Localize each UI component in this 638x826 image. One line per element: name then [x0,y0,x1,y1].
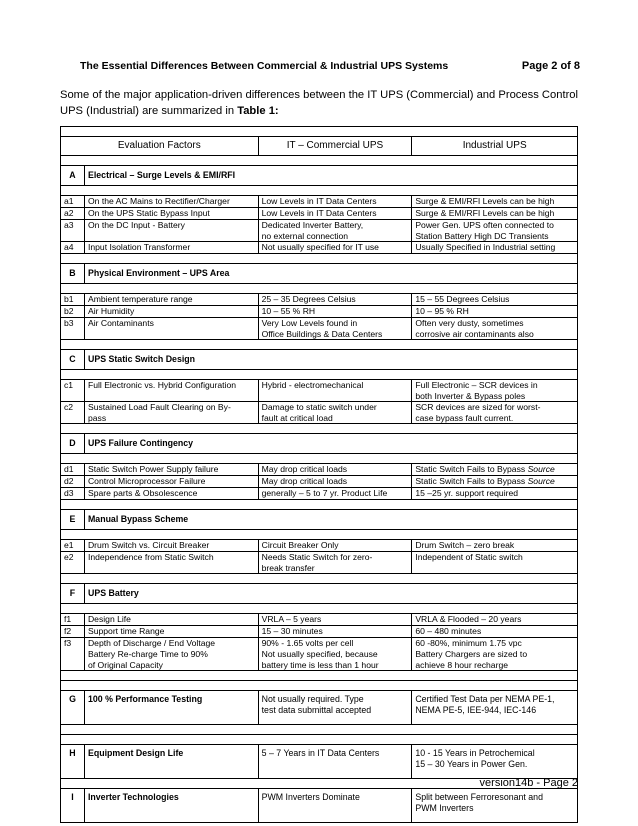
row-id: f1 [61,614,85,626]
row-it-value: 15 – 30 minutes [258,626,412,638]
row-factor: Depth of Discharge / End Voltage [84,638,258,650]
row-factor: Static Switch Power Supply failure [84,464,258,476]
section-id: I [61,789,85,823]
row-industrial-value: Static Switch Fails to Bypass Source [412,476,578,488]
table-row [61,649,578,671]
row-factor: On the DC Input - Battery [84,220,258,242]
row-it-value: Dedicated Inverter Battery, no external connection [258,220,412,242]
section-it-value: Not usually required. Type test data submittal accepted [258,691,412,725]
row-id: a1 [61,196,85,208]
header-industrial: Industrial UPS [412,137,578,156]
spacer-cell [61,254,578,264]
spacer-cell [61,284,578,294]
spacer-cell [61,671,578,681]
spacer-cell [61,127,578,137]
row-industrial-value: SCR devices are sized for worst- case bypass fault current. [412,402,578,424]
spacer-row [61,127,578,137]
row-id: a4 [61,242,85,254]
spacer-cell [61,156,578,166]
spacer-cell [61,725,578,735]
row-id: c2 [61,402,85,424]
row-industrial-value: Power Gen. UPS often connected to Station Battery High DC Transients [412,220,578,242]
section-id: D [61,434,85,454]
emphasis: Source [527,476,555,486]
header-it-commercial: IT – Commercial UPS [258,137,412,156]
section-title: Physical Environment – UPS Area [84,264,577,284]
spacer-cell [61,574,578,584]
row-id: b3 [61,318,85,340]
spacer-row [61,186,578,196]
row-id: f3 [61,638,85,650]
table-row [61,540,578,552]
table-row [61,638,578,650]
row-factor: Air Contaminants [84,318,258,340]
row-factor: Control Microprocessor Failure [84,476,258,488]
table-row [61,626,578,638]
table-row [61,220,578,242]
spacer-cell [61,681,578,691]
table-header-row [61,137,578,156]
spacer-row [61,681,578,691]
section-title: Electrical – Surge Levels & EMI/RFI [84,166,577,186]
section-title: 100 % Performance Testing [84,691,258,725]
spacer-row [61,340,578,350]
section-id: A [61,166,85,186]
header-evaluation-factors: Evaluation Factors [61,137,259,156]
section-title: UPS Static Switch Design [84,350,577,370]
section-industrial-value: Certified Test Data per NEMA PE-1, NEMA PE-5, IEE-944, IEC-146 [412,691,578,725]
table-reference: Table 1: [237,105,279,117]
row-it-value: Low Levels in IT Data Centers [258,208,412,220]
spacer-cell [61,370,578,380]
row-industrial-value: Often very dusty, sometimes corrosive air contaminants also [412,318,578,340]
row-it-value: 25 – 35 Degrees Celsius [258,294,412,306]
row-factor: On the AC Mains to Rectifier/Charger [84,196,258,208]
section-title: UPS Battery [84,584,577,604]
comparison-table [60,126,578,823]
row-factor: On the UPS Static Bypass Input [84,208,258,220]
spacer-row [61,424,578,434]
row-factor: Air Humidity [84,306,258,318]
spacer-cell [61,500,578,510]
row-factor: Ambient temperature range [84,294,258,306]
row-it-value: Not usually specified, because battery time is less than 1 hour [258,649,412,671]
row-industrial-value: Static Switch Fails to Bypass Source [412,464,578,476]
table-row [61,196,578,208]
spacer-cell [61,424,578,434]
spacer-row [61,500,578,510]
spacer-cell [61,186,578,196]
row-id: a3 [61,220,85,242]
row-industrial-value: 60 – 480 minutes [412,626,578,638]
table-row [61,614,578,626]
section-row [61,264,578,284]
section-id: C [61,350,85,370]
table-row [61,552,578,574]
spacer-row [61,156,578,166]
row-industrial-value: Surge & EMI/RFI Levels can be high [412,196,578,208]
page-number: Page 2 of 8 [521,60,580,72]
page-footer: version14b - Page 2 [479,777,578,789]
spacer-cell [61,604,578,614]
row-factor: Sustained Load Fault Clearing on By- pass [84,402,258,424]
table-row [61,476,578,488]
row-industrial-value: 60 -80%, minimum 1.75 vpc [412,638,578,650]
row-id: d1 [61,464,85,476]
section-it-value: 5 – 7 Years in IT Data Centers [258,745,412,779]
section-id: E [61,510,85,530]
section-industrial-value: Split between Ferroresonant and PWM Inverters [412,789,578,823]
spacer-row [61,370,578,380]
section-row [61,350,578,370]
section-it-value: PWM Inverters Dominate [258,789,412,823]
row-it-value: Needs Static Switch for zero- break transfer [258,552,412,574]
row-it-value: Not usually specified for IT use [258,242,412,254]
row-factor: Battery Re-charge Time to 90% of Original Capacity [84,649,258,671]
row-it-value: Low Levels in IT Data Centers [258,196,412,208]
row-it-value: Damage to static switch under fault at critical load [258,402,412,424]
table-row [61,488,578,500]
spacer-row [61,254,578,264]
spacer-cell [61,340,578,350]
spacer-row [61,604,578,614]
row-industrial-value: Battery Chargers are sized to achieve 8 hour recharge [412,649,578,671]
row-id: c1 [61,380,85,402]
row-it-value: Hybrid - electromechanical [258,380,412,402]
section-row [61,510,578,530]
spacer-row [61,735,578,745]
row-it-value: Circuit Breaker Only [258,540,412,552]
row-factor: Spare parts & Obsolescence [84,488,258,500]
section-id: H [61,745,85,779]
spacer-row [61,574,578,584]
row-industrial-value: Surge & EMI/RFI Levels can be high [412,208,578,220]
row-it-value: May drop critical loads [258,464,412,476]
row-it-value: VRLA – 5 years [258,614,412,626]
table-row [61,402,578,424]
row-industrial-value: Usually Specified in Industrial setting [412,242,578,254]
row-factor: Support time Range [84,626,258,638]
section-id: G [61,691,85,725]
spacer-row [61,725,578,735]
spacer-row [61,284,578,294]
section-row [61,434,578,454]
row-it-value: Very Low Levels found in Office Buildings & Data Centers [258,318,412,340]
table-row [61,318,578,340]
intro-paragraph [60,87,578,119]
row-it-value: 10 – 55 % RH [258,306,412,318]
section-industrial-value: 10 - 15 Years in Petrochemical 15 – 30 Years in Power Gen. [412,745,578,779]
section-row [61,789,578,823]
row-factor: Full Electronic vs. Hybrid Configuration [84,380,258,402]
section-id: B [61,264,85,284]
table-row [61,464,578,476]
row-industrial-value: VRLA & Flooded – 20 years [412,614,578,626]
row-factor: Drum Switch vs. Circuit Breaker [84,540,258,552]
spacer-row [61,454,578,464]
row-it-value: generally – 5 to 7 yr. Product Life [258,488,412,500]
row-id: b1 [61,294,85,306]
section-title: Equipment Design Life [84,745,258,779]
row-industrial-value: Independent of Static switch [412,552,578,574]
row-id: e2 [61,552,85,574]
section-row [61,691,578,725]
spacer-row [61,530,578,540]
row-id: a2 [61,208,85,220]
row-industrial-value: 15 – 55 Degrees Celsius [412,294,578,306]
row-id: d3 [61,488,85,500]
row-id [61,649,85,671]
section-row [61,584,578,604]
row-factor: Independence from Static Switch [84,552,258,574]
row-id: e1 [61,540,85,552]
row-industrial-value: 15 –25 yr. support required [412,488,578,500]
row-factor: Design Life [84,614,258,626]
spacer-cell [61,735,578,745]
table-row [61,306,578,318]
row-factor: Input Isolation Transformer [84,242,258,254]
row-industrial-value: 10 – 95 % RH [412,306,578,318]
section-title: Manual Bypass Scheme [84,510,577,530]
row-industrial-value: Drum Switch – zero break [412,540,578,552]
table-row [61,242,578,254]
section-title: UPS Failure Contingency [84,434,577,454]
row-id: d2 [61,476,85,488]
section-title: Inverter Technologies [84,789,258,823]
spacer-row [61,671,578,681]
row-industrial-value: Full Electronic – SCR devices in both Inverter & Bypass poles [412,380,578,402]
row-it-value: May drop critical loads [258,476,412,488]
table-row [61,380,578,402]
spacer-cell [61,454,578,464]
row-id: b2 [61,306,85,318]
section-id: F [61,584,85,604]
emphasis: Source [527,464,555,474]
row-id: f2 [61,626,85,638]
table-row [61,208,578,220]
spacer-cell [61,530,578,540]
document-title: The Essential Differences Between Commercial & Industrial UPS Systems [80,60,449,72]
table-row [61,294,578,306]
section-row [61,745,578,779]
row-it-value: 90% - 1.65 volts per cell [258,638,412,650]
intro-text: Some of the major application-driven differences between the IT UPS (Commercial) and Process Control UPS (Industrial) are summarized in [60,89,578,117]
section-row [61,166,578,186]
